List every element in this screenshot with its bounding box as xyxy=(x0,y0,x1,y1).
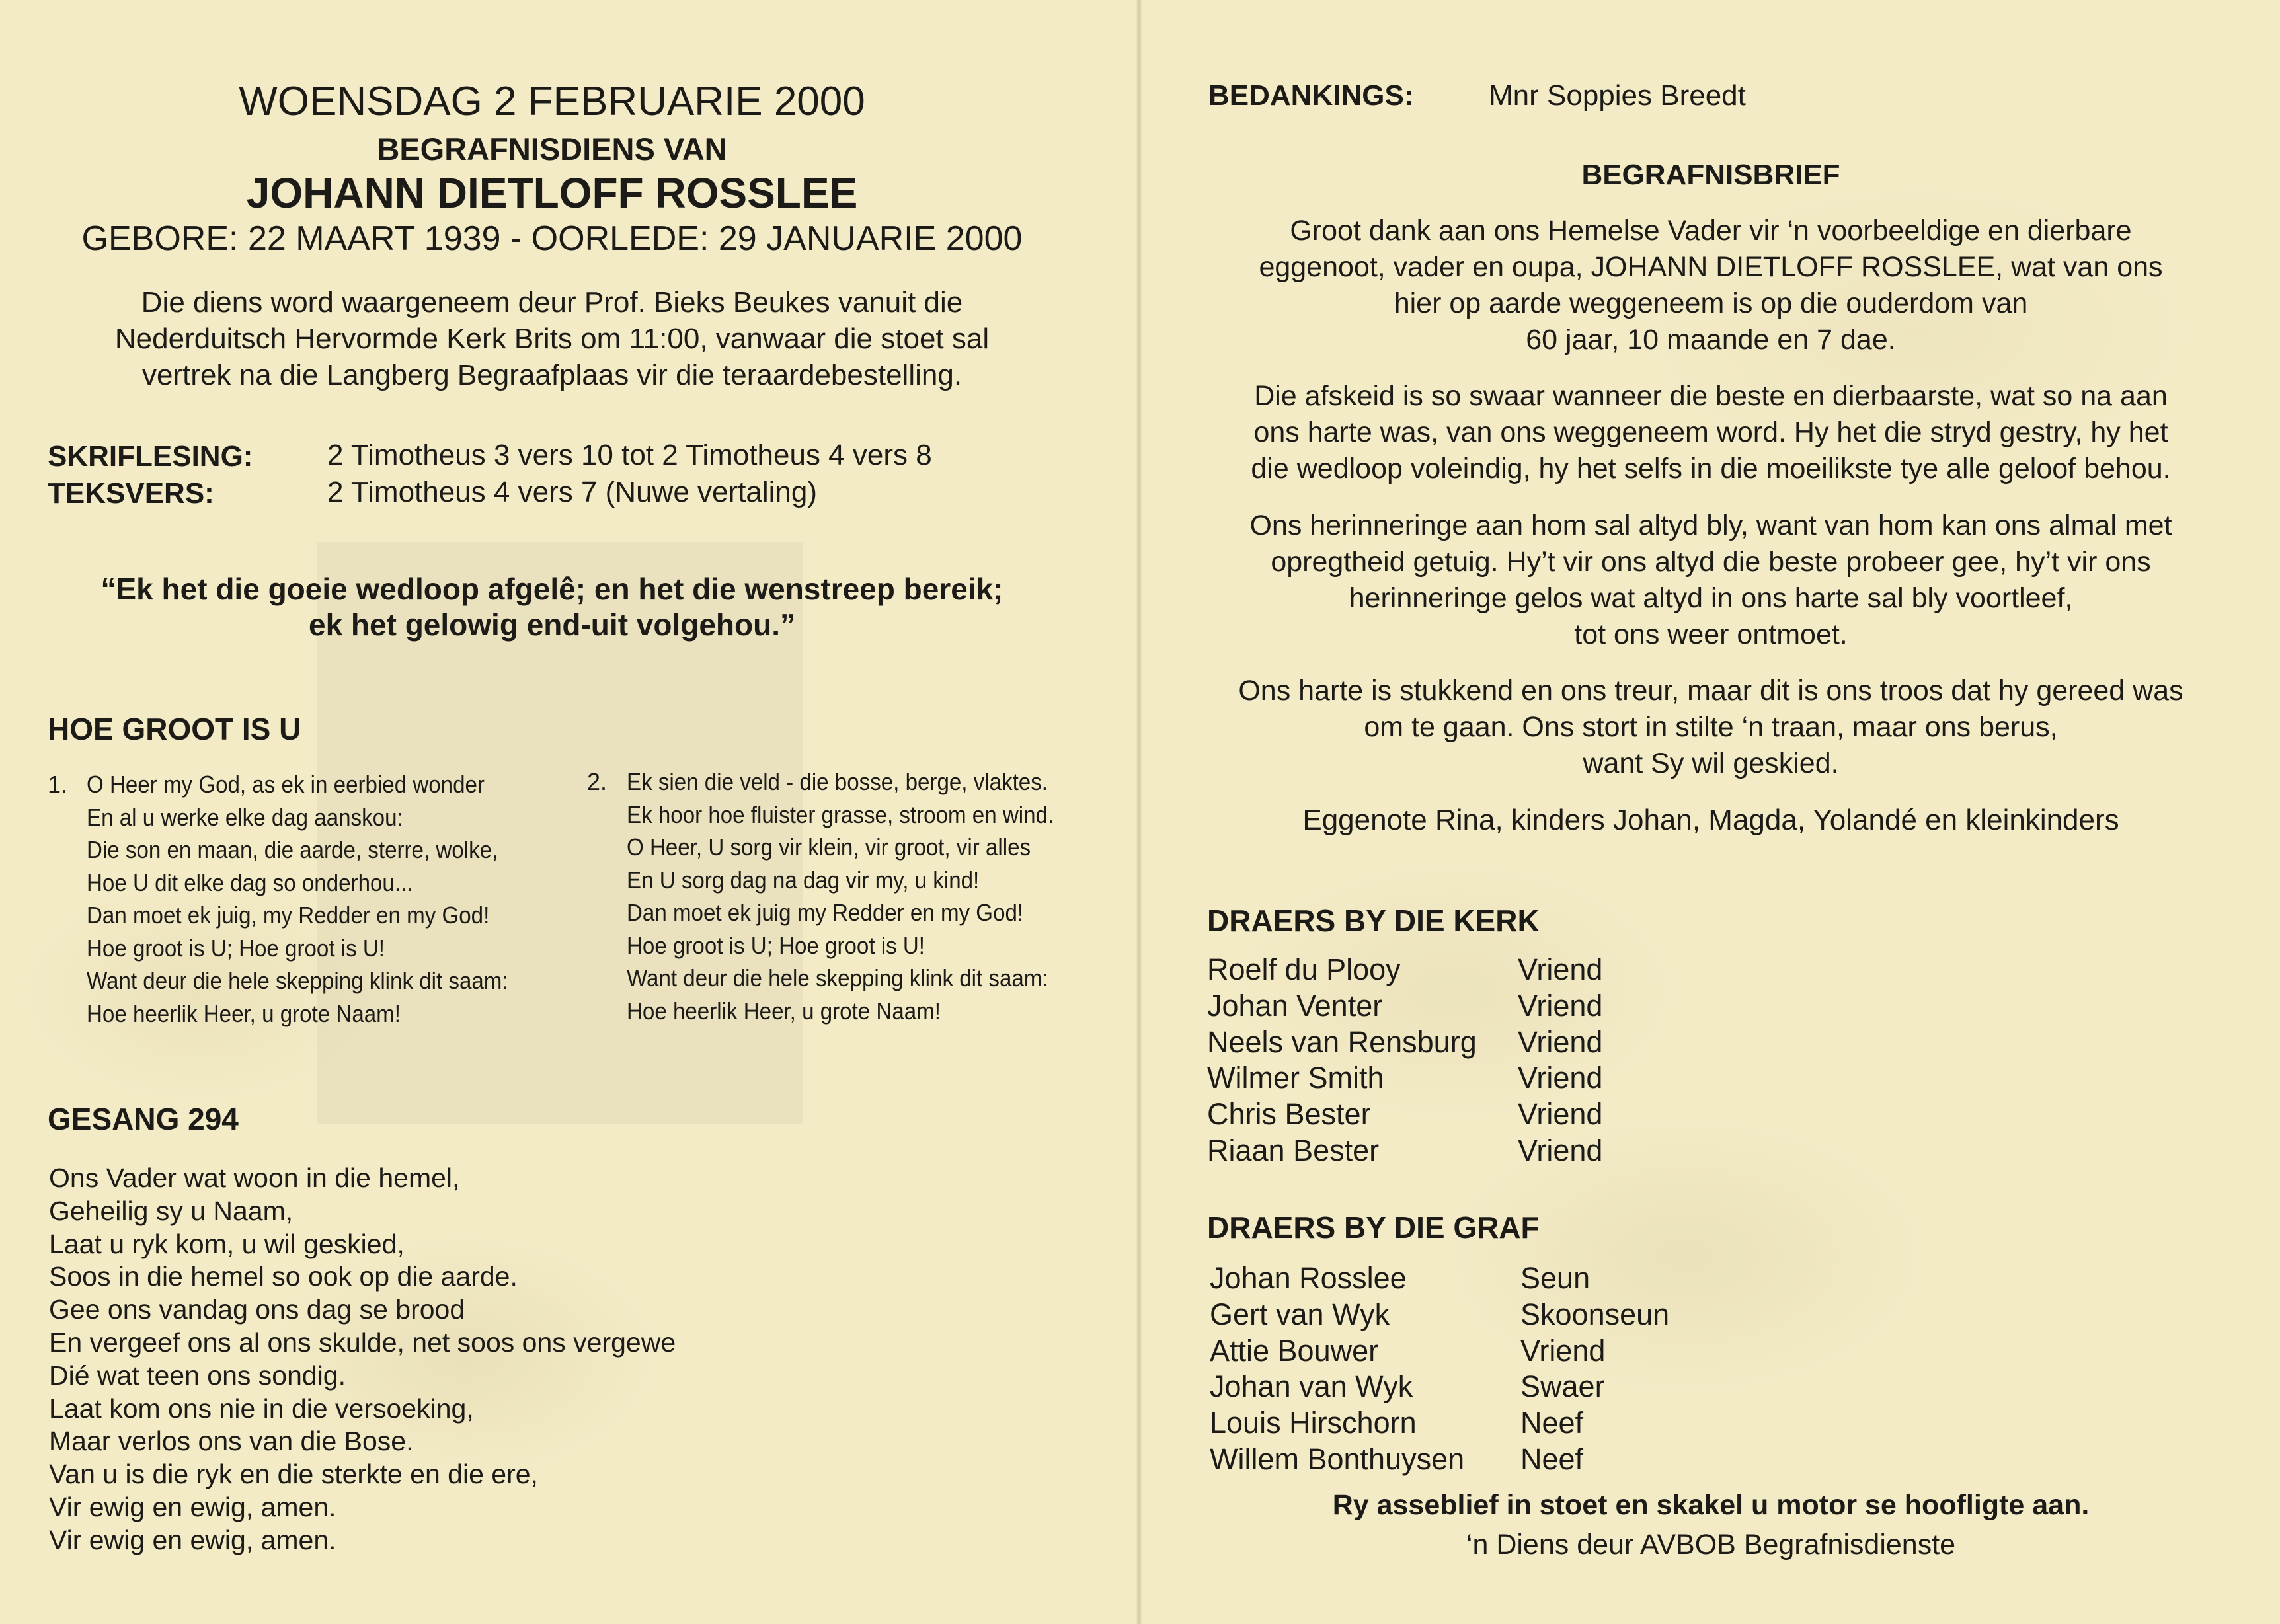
verse-line: En U sorg dag na dag vir my, u kind! xyxy=(627,866,980,894)
verse-line: Hoe groot is U; Hoe groot is U! xyxy=(87,934,385,962)
bearer-name: Roelf du Plooy xyxy=(1207,952,1401,986)
letter-line: Ons herinneringe aan hom sal altyd bly, want van hom kan ons almal met xyxy=(1249,510,2172,541)
bearer-row xyxy=(1210,1297,1739,1333)
birth-death-dates: GEBORE: 22 MAART 1939 - OORLEDE: 29 JANUARIE 2000 xyxy=(81,219,1023,258)
grave-bearers-title: DRAERS BY DIE GRAF xyxy=(1207,1210,1540,1245)
verse-line: Hoe U dit elke dag so onderhou... xyxy=(87,869,413,896)
gesang-line: Soos in die hemel so ook op die aarde. xyxy=(49,1261,518,1292)
bearer-name: Chris Bester xyxy=(1207,1097,1371,1132)
bearer-role: Vriend xyxy=(1520,1333,1606,1368)
hymn-verse-1 xyxy=(87,768,508,1030)
text-verse-label: TEKSVERS: xyxy=(48,477,214,510)
bearer-row xyxy=(1207,1025,1736,1061)
letter-line: eggenoot, vader en oupa, JOHANN DIETLOFF ROSSLEE, wat van ons xyxy=(1259,251,2163,283)
gesang-lines xyxy=(49,1162,676,1557)
verse-line: Dan moet ek juig my Redder en my God! xyxy=(627,899,1024,926)
bearer-row xyxy=(1210,1442,1739,1478)
intro-line: vertrek na die Langberg Begraafplaas vir die teraardebestelling. xyxy=(141,359,963,391)
grave-bearers-list xyxy=(1210,1260,1739,1478)
verse-line: Hoe groot is U; Hoe groot is U! xyxy=(627,931,925,959)
letter-line: die wedloop voleindig, hy het selfs in die moeilikste tye alle geloof behou. xyxy=(1251,453,2171,484)
bearer-role: Vriend xyxy=(1518,1061,1603,1095)
bearer-role: Vriend xyxy=(1518,988,1603,1023)
service-date: WOENSDAG 2 FEBRUARIE 2000 xyxy=(239,79,865,124)
scripture-value: 2 Timotheus 3 vers 10 tot 2 Timotheus 4 vers 8 xyxy=(327,439,932,471)
service-title: BEGRAFNISDIENS VAN xyxy=(377,132,727,167)
intro-line: Die diens word waargeneem deur Prof. Bieks Beukes vanuit die xyxy=(141,286,963,319)
bearer-row xyxy=(1207,988,1736,1025)
letter-paragraph-3 xyxy=(1142,508,2279,653)
right-page xyxy=(1142,0,2280,1624)
letter-line: om te gaan. Ons stort in stilte ‘n traan, maar ons berus, xyxy=(1364,711,2058,743)
quote-line: ek het gelowig end-uit volgehou.” xyxy=(308,607,796,642)
hymn-title: HOE GROOT IS U xyxy=(48,712,301,746)
service-intro xyxy=(0,284,1104,393)
bearer-name: Johan Rosslee xyxy=(1210,1261,1407,1295)
letter-title: BEGRAFNISBRIEF xyxy=(1581,159,1840,191)
bearer-name: Wilmer Smith xyxy=(1207,1061,1384,1095)
gesang-line: En vergeef ons al ons skulde, net soos ons vergewe xyxy=(49,1327,676,1358)
verse-line: Dan moet ek juig, my Redder en my God! xyxy=(87,902,490,929)
bearer-row xyxy=(1207,1097,1736,1133)
bearer-name: Louis Hirschorn xyxy=(1210,1406,1417,1440)
verse-line: Ek hoor hoe fluister grasse, stroom en wind. xyxy=(627,800,1054,828)
bearer-row xyxy=(1207,1133,1736,1169)
bearer-name: Johan van Wyk xyxy=(1210,1370,1413,1404)
letter-line: herinneringe gelos wat altyd in ons harte sal bly voortleef, xyxy=(1349,582,2073,614)
letter-line: hier op aarde weggeneem is op die ouderdom van xyxy=(1394,288,2028,319)
deceased-name: JOHANN DIETLOFF ROSSLEE xyxy=(246,169,858,217)
text-verse-value: 2 Timotheus 4 vers 7 (Nuwe vertaling) xyxy=(327,476,817,508)
letter-line: opregtheid getuig. Hy’t vir ons altyd die beste probeer gee, hy’t vir ons xyxy=(1271,546,2151,578)
letter-line: 60 jaar, 10 maande en 7 dae. xyxy=(1526,324,1896,356)
gesang-line: Vir ewig en ewig, amen. xyxy=(49,1524,336,1555)
gesang-line: Gee ons vandag ons dag se brood xyxy=(49,1294,465,1325)
gesang-title: GESANG 294 xyxy=(48,1102,239,1136)
bearer-row xyxy=(1210,1405,1739,1442)
gesang-line: Maar verlos ons van die Bose. xyxy=(49,1426,414,1457)
gesang-line: Laat kom ons nie in die versoeking, xyxy=(49,1393,474,1424)
closing-instruction: Ry asseblief in stoet en skakel u motor se hoofligte aan. xyxy=(1332,1489,2090,1521)
verse-line: Want deur die hele skepping klink dit saam: xyxy=(87,967,508,994)
page-fold xyxy=(1136,0,1142,1624)
bearer-role: Neef xyxy=(1520,1442,1584,1476)
bearer-name: Johan Venter xyxy=(1207,988,1383,1023)
bearer-role: Vriend xyxy=(1518,952,1603,986)
bearer-role: Skoonseun xyxy=(1520,1297,1670,1331)
gesang-line: Dié wat teen ons sondig. xyxy=(49,1360,346,1391)
letter-line: ons harte was, van ons weggeneem word. Hy het die stryd gestry, hy het xyxy=(1253,416,2168,448)
gesang-line: Ons Vader wat woon in die hemel, xyxy=(49,1163,460,1193)
intro-line: Nederduitsch Hervormde Kerk Brits om 11:00, vanwaar die stoet sal xyxy=(114,323,990,355)
hymn-verse-2 xyxy=(627,765,1054,1027)
left-page xyxy=(0,0,1136,1624)
scripture-label: SKRIFLESING: xyxy=(48,440,253,473)
gesang-line: Van u is die ryk en die sterkte en die ere, xyxy=(49,1459,538,1490)
bearer-row xyxy=(1210,1260,1739,1297)
gesang-line: Vir ewig en ewig, amen. xyxy=(49,1491,336,1522)
bearer-role: Vriend xyxy=(1518,1097,1603,1132)
church-bearers-list xyxy=(1207,952,1736,1169)
bearer-role: Neef xyxy=(1520,1406,1584,1440)
thanks-value: Mnr Soppies Breedt xyxy=(1489,79,1746,112)
verse-line: Hoe heerlik Heer, u grote Naam! xyxy=(627,997,941,1025)
letter-line: want Sy wil geskied. xyxy=(1583,748,1839,779)
service-provider: ‘n Diens deur AVBOB Begrafnisdienste xyxy=(1466,1529,1956,1561)
letter-paragraph-4 xyxy=(1142,673,2279,782)
letter-signature: Eggenote Rina, kinders Johan, Magda, Yolandé en kleinkinders xyxy=(1302,804,2119,836)
letter-paragraph-2 xyxy=(1142,378,2279,487)
letter-line: tot ons weer ontmoet. xyxy=(1574,619,1848,650)
thanks-label: BEDANKINGS: xyxy=(1208,79,1414,112)
gesang-line: Geheilig sy u Naam, xyxy=(49,1195,294,1226)
bearer-role: Vriend xyxy=(1518,1133,1603,1167)
letter-line: Ons harte is stukkend en ons treur, maar dit is ons troos dat hy gereed was xyxy=(1238,675,2183,707)
bearer-name: Gert van Wyk xyxy=(1210,1297,1390,1331)
bearer-row xyxy=(1210,1333,1739,1370)
verse-line: Want deur die hele skepping klink dit saam: xyxy=(627,964,1048,991)
letter-paragraph-1 xyxy=(1142,213,2279,358)
verse-line: O Heer my God, as ek in eerbied wonder xyxy=(87,771,485,798)
bearer-role: Seun xyxy=(1520,1261,1591,1295)
bearer-name: Neels van Rensburg xyxy=(1207,1025,1477,1059)
bearer-row xyxy=(1207,1060,1736,1097)
bearer-row xyxy=(1207,952,1736,988)
verse-line: En al u werke elke dag aanskou: xyxy=(87,803,403,831)
bearer-role: Vriend xyxy=(1518,1025,1603,1059)
verse-line: Hoe heerlik Heer, u grote Naam! xyxy=(87,999,401,1027)
bearer-name: Riaan Bester xyxy=(1207,1133,1380,1167)
bearer-name: Attie Bouwer xyxy=(1210,1333,1379,1368)
letter-line: Die afskeid is so swaar wanneer die beste en dierbaarste, wat so na aan xyxy=(1254,380,2168,412)
quote xyxy=(0,571,1104,642)
bearer-name: Willem Bonthuysen xyxy=(1210,1442,1465,1476)
church-bearers-title: DRAERS BY DIE KERK xyxy=(1207,904,1540,938)
verse-number: 1. xyxy=(48,771,68,798)
verse-line: Die son en maan, die aarde, sterre, wolke, xyxy=(87,836,498,863)
verse-line: Ek sien die veld - die bosse, berge, vlaktes. xyxy=(627,768,1048,795)
quote-line: “Ek het die goeie wedloop afgelê; en het die wenstreep bereik; xyxy=(100,572,1003,606)
bearer-role: Swaer xyxy=(1520,1370,1605,1404)
verse-number: 2. xyxy=(587,768,608,795)
bearer-row xyxy=(1210,1369,1739,1405)
letter-line: Groot dank aan ons Hemelse Vader vir ‘n voorbeeldige en dierbare xyxy=(1290,215,2132,247)
gesang-line: Laat u ryk kom, u wil geskied, xyxy=(49,1228,405,1259)
verse-line: O Heer, U sorg vir klein, vir groot, vir alles xyxy=(627,833,1031,861)
